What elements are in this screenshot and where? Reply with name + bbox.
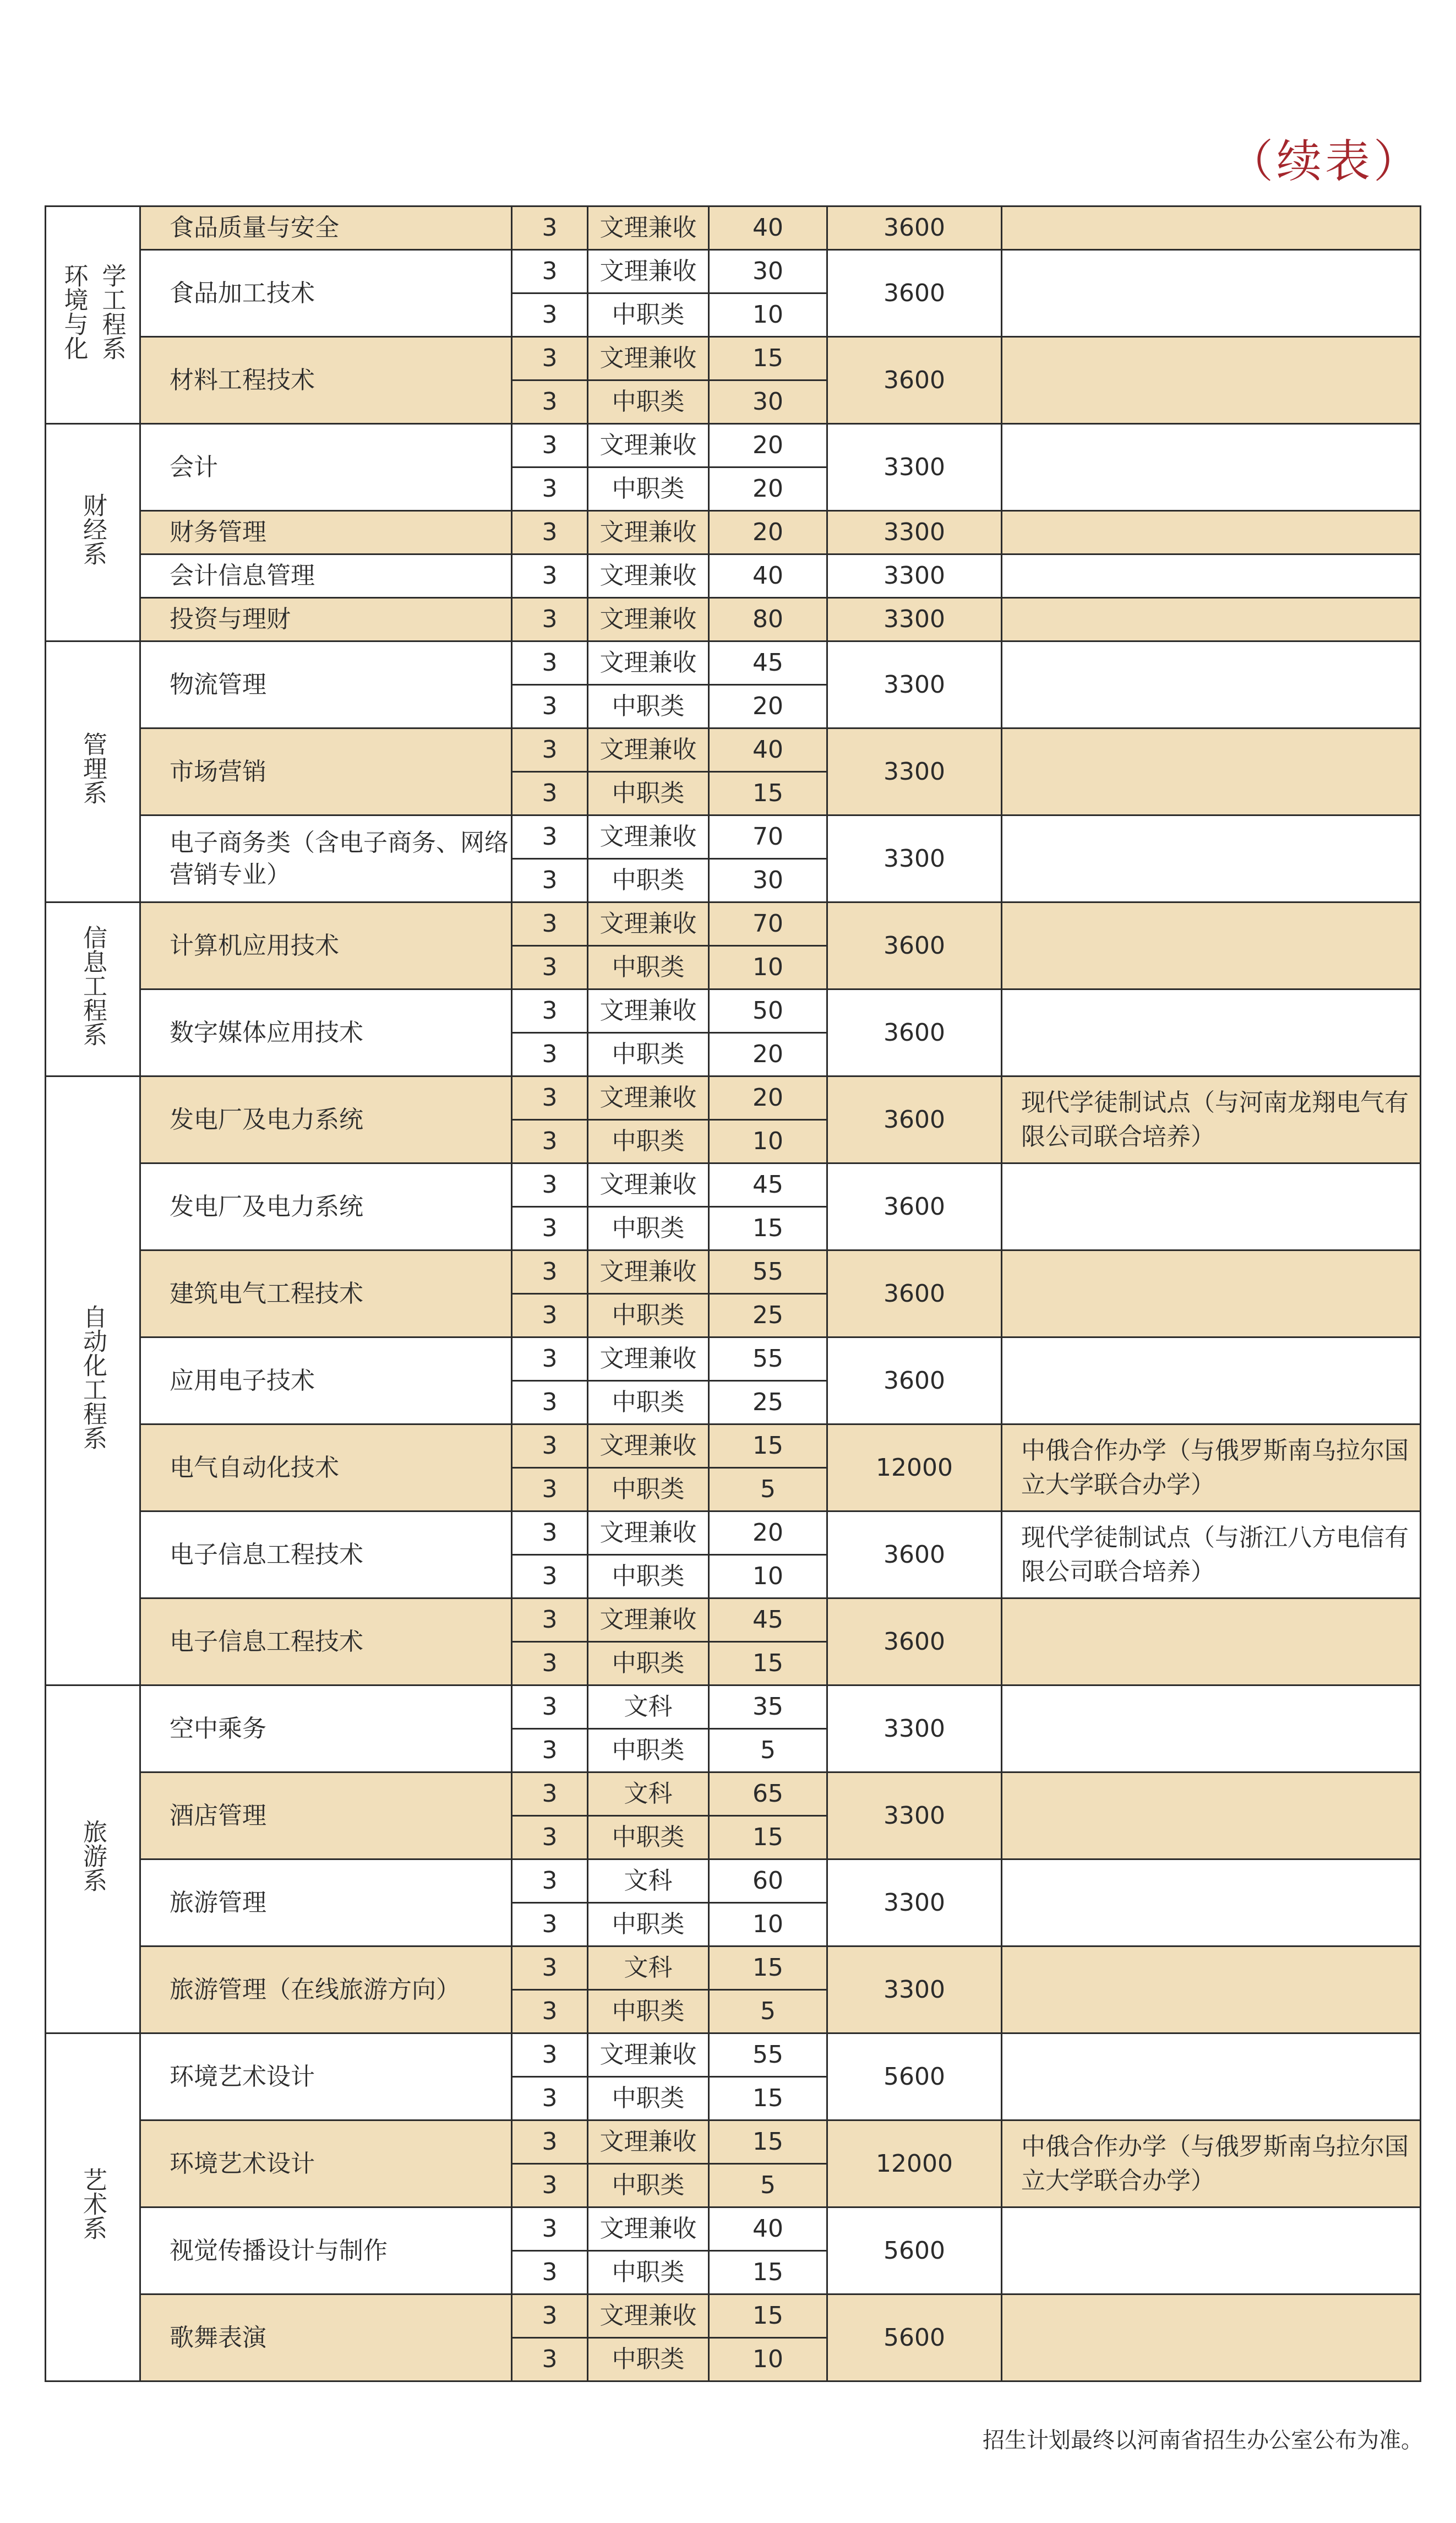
- table-row: [46, 1685, 1421, 1729]
- major-name: 电子信息工程技术: [140, 1511, 512, 1598]
- tuition-fee: 3600: [827, 989, 1002, 1076]
- major-name: 财务管理: [140, 511, 512, 554]
- admission-category: 文理兼收: [588, 2207, 709, 2251]
- admission-category: 文理兼收: [588, 250, 709, 293]
- admission-category: 中职类: [588, 1990, 709, 2033]
- admission-category: 文科: [588, 1685, 709, 1729]
- admission-category: 文理兼收: [588, 511, 709, 554]
- admission-category: 中职类: [588, 1207, 709, 1250]
- tuition-fee: 3300: [827, 1946, 1002, 2033]
- enrollment-count: 15: [709, 1946, 827, 1990]
- remark: 现代学徒制试点（与浙江八方电信有限公司联合培养）: [1002, 1511, 1421, 1598]
- tuition-fee: 12000: [827, 2120, 1002, 2207]
- enrollment-count: 80: [709, 598, 827, 641]
- enrollment-count: 60: [709, 1859, 827, 1903]
- enrollment-count: 40: [709, 2207, 827, 2251]
- program-years: 3: [512, 1772, 588, 1816]
- table-row: [46, 424, 1421, 467]
- admission-category: 中职类: [588, 1294, 709, 1337]
- table-row: [46, 250, 1421, 293]
- admission-category: 中职类: [588, 859, 709, 902]
- enrollment-count: 50: [709, 989, 827, 1033]
- admission-category: 文理兼收: [588, 1598, 709, 1642]
- enrollment-count: 10: [709, 1903, 827, 1946]
- program-years: 3: [512, 859, 588, 902]
- table-row: [46, 1598, 1421, 1642]
- enrollment-count: 20: [709, 467, 827, 511]
- enrollment-count: 30: [709, 380, 827, 424]
- admission-category: 中职类: [588, 1468, 709, 1511]
- remark: [1002, 2207, 1421, 2294]
- major-name: 空中乘务: [140, 1685, 512, 1772]
- admission-category: 中职类: [588, 1642, 709, 1685]
- program-years: 3: [512, 2077, 588, 2120]
- major-name: 投资与理财: [140, 598, 512, 641]
- table-row: [46, 1859, 1421, 1903]
- major-name: 旅游管理: [140, 1859, 512, 1946]
- program-years: 3: [512, 1207, 588, 1250]
- tuition-fee: 3600: [827, 1250, 1002, 1337]
- remark: [1002, 902, 1421, 989]
- admission-category: 中职类: [588, 685, 709, 728]
- remark: [1002, 1250, 1421, 1337]
- table-row: [46, 554, 1421, 598]
- program-years: 3: [512, 293, 588, 337]
- tuition-fee: 3300: [827, 598, 1002, 641]
- tuition-fee: 3300: [827, 815, 1002, 902]
- enrollment-count: 45: [709, 1163, 827, 1207]
- remark: [1002, 1946, 1421, 2033]
- major-name: 应用电子技术: [140, 1337, 512, 1424]
- department-name: 信息工程系: [79, 925, 107, 1046]
- table-row: [46, 1511, 1421, 1555]
- major-name: 材料工程技术: [140, 337, 512, 424]
- remark: [1002, 2033, 1421, 2120]
- enrollment-count: 15: [709, 1816, 827, 1859]
- tuition-fee: 3300: [827, 1772, 1002, 1859]
- admission-category: 中职类: [588, 946, 709, 989]
- major-name: 建筑电气工程技术: [140, 1250, 512, 1337]
- tuition-fee: 3300: [827, 424, 1002, 511]
- program-years: 3: [512, 554, 588, 598]
- enrollment-count: 65: [709, 1772, 827, 1816]
- table-row: [46, 641, 1421, 685]
- department-name: 财经系: [79, 492, 107, 566]
- department-cell: [46, 1685, 140, 2033]
- department-name: 管理系: [79, 732, 107, 804]
- enrollment-count: 15: [709, 1642, 827, 1685]
- continued-table-title: （续表）: [1228, 135, 1422, 188]
- program-years: 3: [512, 1468, 588, 1511]
- program-years: 3: [512, 1816, 588, 1859]
- admission-category: 文理兼收: [588, 989, 709, 1033]
- admission-category: 中职类: [588, 2077, 709, 2120]
- major-name: 会计信息管理: [140, 554, 512, 598]
- program-years: 3: [512, 685, 588, 728]
- program-years: 3: [512, 2294, 588, 2338]
- remark: [1002, 1772, 1421, 1859]
- table-row: [46, 1250, 1421, 1294]
- remark: 现代学徒制试点（与河南龙翔电气有限公司联合培养）: [1002, 1076, 1421, 1163]
- program-years: 3: [512, 728, 588, 772]
- table-row: [46, 1076, 1421, 1120]
- program-years: 3: [512, 946, 588, 989]
- department-name: 自动化工程系: [79, 1304, 107, 1450]
- enrollment-count: 15: [709, 772, 827, 815]
- admission-category: 文理兼收: [588, 337, 709, 380]
- program-years: 3: [512, 1946, 588, 1990]
- enrollment-count: 10: [709, 946, 827, 989]
- department-name: 旅游系: [79, 1819, 107, 1892]
- enrollment-count: 15: [709, 1207, 827, 1250]
- program-years: 3: [512, 2251, 588, 2294]
- table-row: [46, 2033, 1421, 2077]
- tuition-fee: 3600: [827, 1598, 1002, 1685]
- admission-category: 中职类: [588, 293, 709, 337]
- program-years: 3: [512, 1424, 588, 1468]
- enrollment-count: 45: [709, 641, 827, 685]
- program-years: 3: [512, 1120, 588, 1163]
- admission-category: 文理兼收: [588, 1511, 709, 1555]
- enrollment-count: 15: [709, 337, 827, 380]
- program-years: 3: [512, 2338, 588, 2381]
- admission-category: 文理兼收: [588, 1424, 709, 1468]
- major-name: 数字媒体应用技术: [140, 989, 512, 1076]
- remark: [1002, 598, 1421, 641]
- major-name: 电子信息工程技术: [140, 1598, 512, 1685]
- tuition-fee: 3300: [827, 728, 1002, 815]
- program-years: 3: [512, 1859, 588, 1903]
- admission-category: 文理兼收: [588, 1250, 709, 1294]
- remark: [1002, 1598, 1421, 1685]
- tuition-fee: 3600: [827, 1337, 1002, 1424]
- major-name: 视觉传播设计与制作: [140, 2207, 512, 2294]
- admission-category: 文科: [588, 1946, 709, 1990]
- enrollment-count: 10: [709, 293, 827, 337]
- tuition-fee: 3600: [827, 902, 1002, 989]
- remark: [1002, 815, 1421, 902]
- remark: [1002, 206, 1421, 250]
- program-years: 3: [512, 467, 588, 511]
- program-years: 3: [512, 2120, 588, 2164]
- table-row: [46, 989, 1421, 1033]
- enrollment-count: 15: [709, 2120, 827, 2164]
- admission-category: 文理兼收: [588, 1337, 709, 1381]
- major-name: 发电厂及电力系统: [140, 1076, 512, 1163]
- table-row: [46, 2207, 1421, 2251]
- admission-category: 中职类: [588, 1033, 709, 1076]
- table-row: [46, 206, 1421, 250]
- program-years: 3: [512, 380, 588, 424]
- admission-category: 文理兼收: [588, 728, 709, 772]
- program-years: 3: [512, 1294, 588, 1337]
- table-row: [46, 728, 1421, 772]
- program-years: 3: [512, 206, 588, 250]
- program-years: 3: [512, 1729, 588, 1772]
- major-name: 食品加工技术: [140, 250, 512, 337]
- program-years: 3: [512, 1337, 588, 1381]
- enrollment-count: 55: [709, 2033, 827, 2077]
- admission-category: 中职类: [588, 380, 709, 424]
- admission-category: 中职类: [588, 1729, 709, 1772]
- enrollment-count: 40: [709, 554, 827, 598]
- program-years: 3: [512, 1163, 588, 1207]
- enrollment-count: 15: [709, 2077, 827, 2120]
- admission-category: 文理兼收: [588, 815, 709, 859]
- enrollment-count: 45: [709, 1598, 827, 1642]
- admission-category: 文理兼收: [588, 2120, 709, 2164]
- admission-category: 文理兼收: [588, 1163, 709, 1207]
- admission-category: 文理兼收: [588, 554, 709, 598]
- admission-category: 中职类: [588, 1903, 709, 1946]
- table-row: [46, 902, 1421, 946]
- program-years: 3: [512, 1903, 588, 1946]
- admission-category: 中职类: [588, 1381, 709, 1424]
- major-name: 食品质量与安全: [140, 206, 512, 250]
- table-row: [46, 2294, 1421, 2338]
- enrollment-count: 20: [709, 424, 827, 467]
- enrollment-count: 20: [709, 685, 827, 728]
- remark: [1002, 2294, 1421, 2381]
- tuition-fee: 3600: [827, 337, 1002, 424]
- program-years: 3: [512, 902, 588, 946]
- enrollment-count: 55: [709, 1250, 827, 1294]
- tuition-fee: 3300: [827, 1859, 1002, 1946]
- major-name: 计算机应用技术: [140, 902, 512, 989]
- program-years: 3: [512, 2164, 588, 2207]
- major-name: 市场营销: [140, 728, 512, 815]
- enrollment-count: 10: [709, 2338, 827, 2381]
- major-name: 歌舞表演: [140, 2294, 512, 2381]
- table-row: [46, 1424, 1421, 1468]
- remark: [1002, 1685, 1421, 1772]
- tuition-fee: 5600: [827, 2033, 1002, 2120]
- department-cell: [46, 641, 140, 902]
- enrollment-count: 5: [709, 1990, 827, 2033]
- admission-category: 文理兼收: [588, 598, 709, 641]
- enrollment-count: 70: [709, 815, 827, 859]
- enrollment-count: 5: [709, 1468, 827, 1511]
- program-years: 3: [512, 815, 588, 859]
- remark: [1002, 554, 1421, 598]
- program-years: 3: [512, 2033, 588, 2077]
- remark: 中俄合作办学（与俄罗斯南乌拉尔国立大学联合办学）: [1002, 1424, 1421, 1511]
- table-row: [46, 2120, 1421, 2164]
- admission-category: 文理兼收: [588, 641, 709, 685]
- department-name-line: 学工程系: [97, 263, 126, 360]
- admission-category: 文理兼收: [588, 2294, 709, 2338]
- enrollment-count: 15: [709, 2294, 827, 2338]
- table-row: [46, 1772, 1421, 1816]
- admission-category: 中职类: [588, 1555, 709, 1598]
- program-years: 3: [512, 511, 588, 554]
- major-name: 环境艺术设计: [140, 2033, 512, 2120]
- enrollment-count: 40: [709, 206, 827, 250]
- department-cell: [46, 2033, 140, 2381]
- table-row: [46, 337, 1421, 380]
- program-years: 3: [512, 1642, 588, 1685]
- program-years: 3: [512, 1511, 588, 1555]
- tuition-fee: 3600: [827, 206, 1002, 250]
- department-name: 艺术系: [79, 2167, 107, 2240]
- major-name: 旅游管理（在线旅游方向）: [140, 1946, 512, 2033]
- remark: [1002, 337, 1421, 424]
- remark: [1002, 1163, 1421, 1250]
- remark: [1002, 250, 1421, 337]
- major-name: 发电厂及电力系统: [140, 1163, 512, 1250]
- admission-category: 中职类: [588, 467, 709, 511]
- program-years: 3: [512, 598, 588, 641]
- enrollment-count: 5: [709, 1729, 827, 1772]
- table-row: [46, 1163, 1421, 1207]
- admission-category: 中职类: [588, 1120, 709, 1163]
- program-years: 3: [512, 1598, 588, 1642]
- enrollment-count: 10: [709, 1120, 827, 1163]
- enrollment-count: 20: [709, 511, 827, 554]
- enrollment-count: 55: [709, 1337, 827, 1381]
- admission-category: 中职类: [588, 772, 709, 815]
- table-row: [46, 815, 1421, 859]
- remark: [1002, 641, 1421, 728]
- table-row: [46, 1337, 1421, 1381]
- remark: 中俄合作办学（与俄罗斯南乌拉尔国立大学联合办学）: [1002, 2120, 1421, 2207]
- tuition-fee: 5600: [827, 2207, 1002, 2294]
- footnote: 招生计划最终以河南省招生办公室公布为准。: [983, 2428, 1423, 2453]
- admission-category: 文理兼收: [588, 206, 709, 250]
- major-name: 电子商务类（含电子商务、网络营销专业）: [140, 815, 512, 902]
- tuition-fee: 12000: [827, 1424, 1002, 1511]
- department-cell: [46, 902, 140, 1076]
- department-cell: [46, 206, 140, 424]
- enrollment-count: 30: [709, 859, 827, 902]
- program-years: 3: [512, 250, 588, 293]
- enrollment-count: 30: [709, 250, 827, 293]
- program-years: 3: [512, 1990, 588, 2033]
- remark: [1002, 511, 1421, 554]
- enrollment-count: 25: [709, 1294, 827, 1337]
- major-name: 环境艺术设计: [140, 2120, 512, 2207]
- program-years: 3: [512, 1250, 588, 1294]
- program-years: 3: [512, 989, 588, 1033]
- enrollment-count: 20: [709, 1033, 827, 1076]
- admission-category: 文理兼收: [588, 1076, 709, 1120]
- remark: [1002, 424, 1421, 511]
- admission-category: 文理兼收: [588, 2033, 709, 2077]
- admission-category: 中职类: [588, 1816, 709, 1859]
- tuition-fee: 5600: [827, 2294, 1002, 2381]
- admission-category: 文科: [588, 1772, 709, 1816]
- program-years: 3: [512, 772, 588, 815]
- admission-category: 中职类: [588, 2251, 709, 2294]
- program-years: 3: [512, 424, 588, 467]
- tuition-fee: 3600: [827, 1076, 1002, 1163]
- enrollment-count: 70: [709, 902, 827, 946]
- enrollment-count: 40: [709, 728, 827, 772]
- department-cell: [46, 424, 140, 641]
- program-years: 3: [512, 2207, 588, 2251]
- remark: [1002, 1337, 1421, 1424]
- enrollment-count: 35: [709, 1685, 827, 1729]
- enrollment-plan-table: [45, 205, 1421, 2382]
- tuition-fee: 3300: [827, 554, 1002, 598]
- program-years: 3: [512, 1555, 588, 1598]
- enrollment-count: 20: [709, 1076, 827, 1120]
- program-years: 3: [512, 337, 588, 380]
- remark: [1002, 989, 1421, 1076]
- tuition-fee: 3300: [827, 511, 1002, 554]
- tuition-fee: 3600: [827, 1163, 1002, 1250]
- remark: [1002, 728, 1421, 815]
- admission-category: 文理兼收: [588, 424, 709, 467]
- department-name-line: 环境与化: [59, 263, 88, 360]
- major-name: 会计: [140, 424, 512, 511]
- major-name: 酒店管理: [140, 1772, 512, 1859]
- program-years: 3: [512, 1033, 588, 1076]
- tuition-fee: 3600: [827, 1511, 1002, 1598]
- program-years: 3: [512, 1685, 588, 1729]
- program-years: 3: [512, 1381, 588, 1424]
- table-row: [46, 511, 1421, 554]
- program-years: 3: [512, 641, 588, 685]
- admission-category: 中职类: [588, 2338, 709, 2381]
- major-name: 电气自动化技术: [140, 1424, 512, 1511]
- tuition-fee: 3300: [827, 641, 1002, 728]
- enrollment-count: 15: [709, 1424, 827, 1468]
- enrollment-count: 15: [709, 2251, 827, 2294]
- remark: [1002, 1859, 1421, 1946]
- enrollment-count: 20: [709, 1511, 827, 1555]
- admission-category: 文理兼收: [588, 902, 709, 946]
- enrollment-count: 10: [709, 1555, 827, 1598]
- table-row: [46, 1946, 1421, 1990]
- tuition-fee: 3300: [827, 1685, 1002, 1772]
- department-cell: [46, 1076, 140, 1685]
- admission-category: 中职类: [588, 2164, 709, 2207]
- enrollment-count: 5: [709, 2164, 827, 2207]
- program-years: 3: [512, 1076, 588, 1120]
- admission-category: 文科: [588, 1859, 709, 1903]
- enrollment-count: 25: [709, 1381, 827, 1424]
- tuition-fee: 3600: [827, 250, 1002, 337]
- major-name: 物流管理: [140, 641, 512, 728]
- table-row: [46, 598, 1421, 641]
